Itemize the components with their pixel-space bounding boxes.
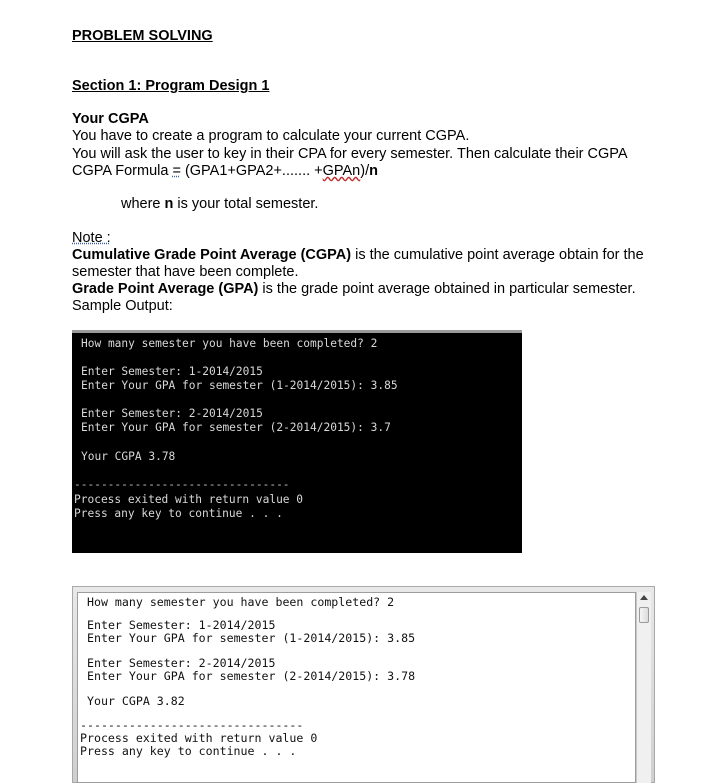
console-line: Press any key to continue . . . (74, 507, 283, 520)
console-line: Enter Your GPA for semester (2-2014/2015): 3.7 (81, 421, 391, 434)
scroll-up-arrow-icon[interactable] (640, 595, 648, 600)
console-line: Process exited with return value 0 (74, 493, 304, 506)
console-line: How many semester you have been completed? 2 (87, 595, 395, 609)
console-line: Enter Your GPA for semester (1-2014/2015): 3.85 (87, 631, 416, 645)
where-line (121, 196, 318, 213)
console-line: Your CGPA 3.82 (87, 694, 185, 708)
scroll-thumb[interactable] (639, 607, 649, 623)
console-line: How many semester you have been completed? 2 (81, 337, 378, 350)
console-line: Enter Semester: 1-2014/2015 (87, 618, 276, 632)
console-divider: -------------------------------- (74, 478, 290, 491)
console-line: Enter Semester: 2-2014/2015 (87, 656, 276, 670)
section-title: Section 1: Program Design 1 (72, 78, 270, 94)
console-output-white (77, 592, 636, 783)
note-label: Note : (72, 230, 111, 246)
formula-line (72, 163, 378, 180)
gpa-definition (72, 281, 636, 298)
page-heading: PROBLEM SOLVING (72, 28, 213, 44)
cgpa-definition-line-2: semester that have been complete. (72, 264, 299, 280)
gpa-desc: is the grade point average obtained in particular semester. (258, 281, 636, 297)
where-post: is your total semester. (173, 196, 319, 212)
where-n: n (164, 196, 174, 212)
where-pre: where (121, 196, 165, 212)
console-line: Enter Semester: 1-2014/2015 (81, 365, 263, 378)
intro-line-1: You have to create a program to calculate your current CGPA. (72, 128, 470, 144)
console-line: Your CGPA 3.78 (81, 450, 176, 463)
cgpa-term: Cumulative Grade Point Average (CGPA) (72, 247, 352, 263)
sample-output-label: Sample Output: (72, 298, 173, 314)
formula-equals: = (172, 163, 181, 179)
formula-close: )/ (360, 163, 370, 179)
console-line: Enter Semester: 2-2014/2015 (81, 407, 263, 420)
formula-gpan: GPAn (322, 163, 361, 179)
cgpa-definition (72, 247, 644, 264)
console-line: Enter Your GPA for semester (2-2014/2015): 3.78 (87, 669, 416, 683)
console-output-black (72, 330, 522, 553)
console-line: Press any key to continue . . . (80, 744, 297, 758)
formula-n: n (369, 163, 378, 179)
cgpa-desc: is the cumulative point average obtain for the (351, 247, 644, 263)
subtitle: Your CGPA (72, 111, 149, 127)
console-scrollbar[interactable] (636, 592, 651, 783)
console-line: Process exited with return value 0 (80, 731, 318, 745)
console-divider: -------------------------------- (80, 718, 304, 732)
gpa-term: Grade Point Average (GPA) (72, 281, 259, 297)
formula-open: (GPA1+GPA2+....... + (180, 163, 323, 179)
formula-label: CGPA Formula (72, 163, 173, 179)
console-line: Enter Your GPA for semester (1-2014/2015): 3.85 (81, 379, 398, 392)
intro-line-2: You will ask the user to key in their CPA for every semester. Then calculate their CGPA (72, 146, 628, 162)
